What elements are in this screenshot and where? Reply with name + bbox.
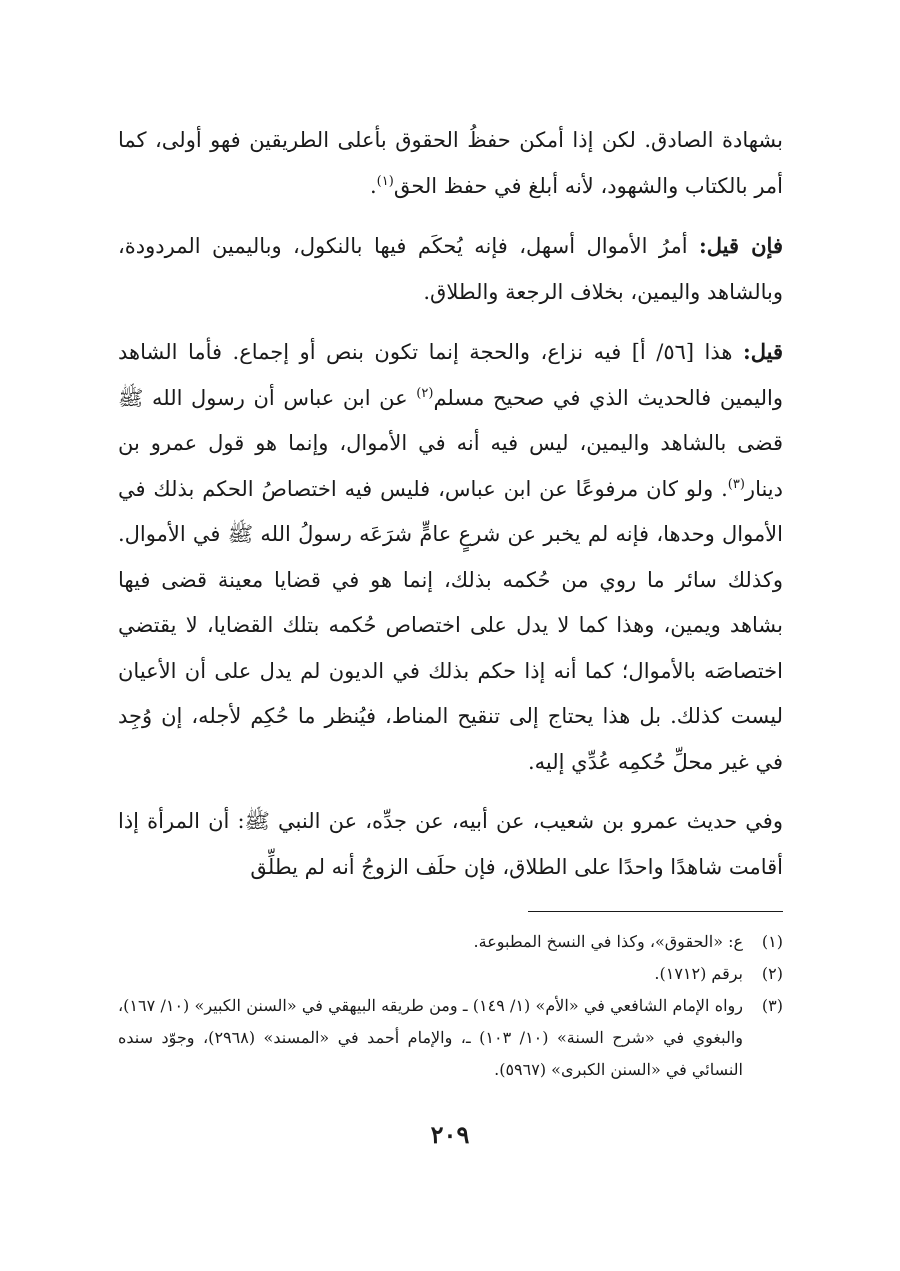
footnote-text: برقم (١٧١٢). xyxy=(654,964,743,983)
footnote-1 xyxy=(118,926,783,958)
paragraph-4-text: وفي حديث عمرو بن شعيب، عن أبيه، عن جدِّه، عن النبي ﷺ: أن المرأة إذا أقامت شاهدًا واحدًا على الطلاق، فإن حلَف الزوجُ أنه لم يطلِّق xyxy=(118,809,783,879)
footnote-number: (١) xyxy=(761,932,783,951)
paragraph-3-text-a: هذا [٥٦/ أ] فيه نزاع، والحجة إنما تكون بنص أو إجماع. فأما الشاهد واليمين فالحديث الذي في صحيح مسلم xyxy=(118,340,783,410)
paragraph-1-end: . xyxy=(369,173,377,198)
footnote-separator xyxy=(528,911,783,912)
paragraph-1 xyxy=(118,118,783,209)
footnote-text: ع: «الحقوق»، وكذا في النسخ المطبوعة. xyxy=(473,932,743,951)
paragraph-3-text-b: عن ابن عباس أن رسول الله ﷺ قضى بالشاهد واليمين، ليس فيه أنه في الأموال، وإنما هو قول عمرو بن دينار xyxy=(118,385,783,501)
paragraph-2 xyxy=(118,223,783,315)
footnote-number: (٢) xyxy=(761,964,783,983)
footnote-ref-3: (٣) xyxy=(727,476,745,492)
footnote-2 xyxy=(118,958,783,990)
paragraph-1-text: بشهادة الصادق. لكن إذا أمكن حفظُ الحقوق بأعلى الطريقين فهو أولى، كما أمر بالكتاب والشهود، لأنه أبلغ في حفظ الحق xyxy=(118,128,783,198)
paragraph-3-lead: قيل: xyxy=(742,339,783,364)
page-number: ٢٠٩ xyxy=(430,1120,470,1149)
footnote-ref-1: (١) xyxy=(376,173,394,189)
paragraph-2-text: أمرُ الأموال أسهل، فإنه يُحكَم فيها بالنكول، وباليمين المردودة، وبالشاهد واليمين، بخلاف الرجعة والطلاق. xyxy=(118,234,783,304)
paragraph-2-lead: فإن قيل: xyxy=(699,233,783,258)
paragraph-4 xyxy=(118,799,783,890)
footnote-text: رواه الإمام الشافعي في «الأم» (١/ ١٤٩) ـ ومن طريقه البيهقي في «السنن الكبير» (١٠/ ١٦٧)، والبغوي في «شرح السنة» (١٠/ ١٠٣) ـ، والإمام أحمد في «المسند» (٢٩٦٨)، وجوّد سنده النسائي في «السنن الكبرى» (٥٩٦٧). xyxy=(118,996,744,1079)
footnote-number: (٣) xyxy=(761,996,783,1015)
paragraph-3 xyxy=(118,329,783,785)
footnotes-list xyxy=(118,926,783,1086)
footnote-ref-2: (٢) xyxy=(416,385,434,401)
paragraph-3-text-c: . ولو كان مرفوعًا عن ابن عباس، فليس فيه اختصاصُ الحكم بذلك في الأموال وحدها، فإنه لم يخبر عن شرعٍ عامٍّ شرَعَه رسولُ الله ﷺ في الأموال. وكذلك سائر ما روي من حُكمه بذلك، إنما هو في قضايا معينة قضى فيها بشاهد ويمين، وهذا كما لا يدل على اختصاص حُكمه بتلك القضايا، لا يقتضي اختصاصَه بالأموال؛ كما أنه إذا حكم بذلك في الديون لم يدل على أن الأعيان ليست كذلك. بل هذا يحتاج إلى تنقيح المناط، فيُنظر ما حُكِم لأجله، إن وُجِد في غير محلِّ حُكمِه عُدِّي إليه. xyxy=(118,476,783,774)
footnote-3 xyxy=(118,990,783,1086)
main-text-body xyxy=(118,118,783,904)
